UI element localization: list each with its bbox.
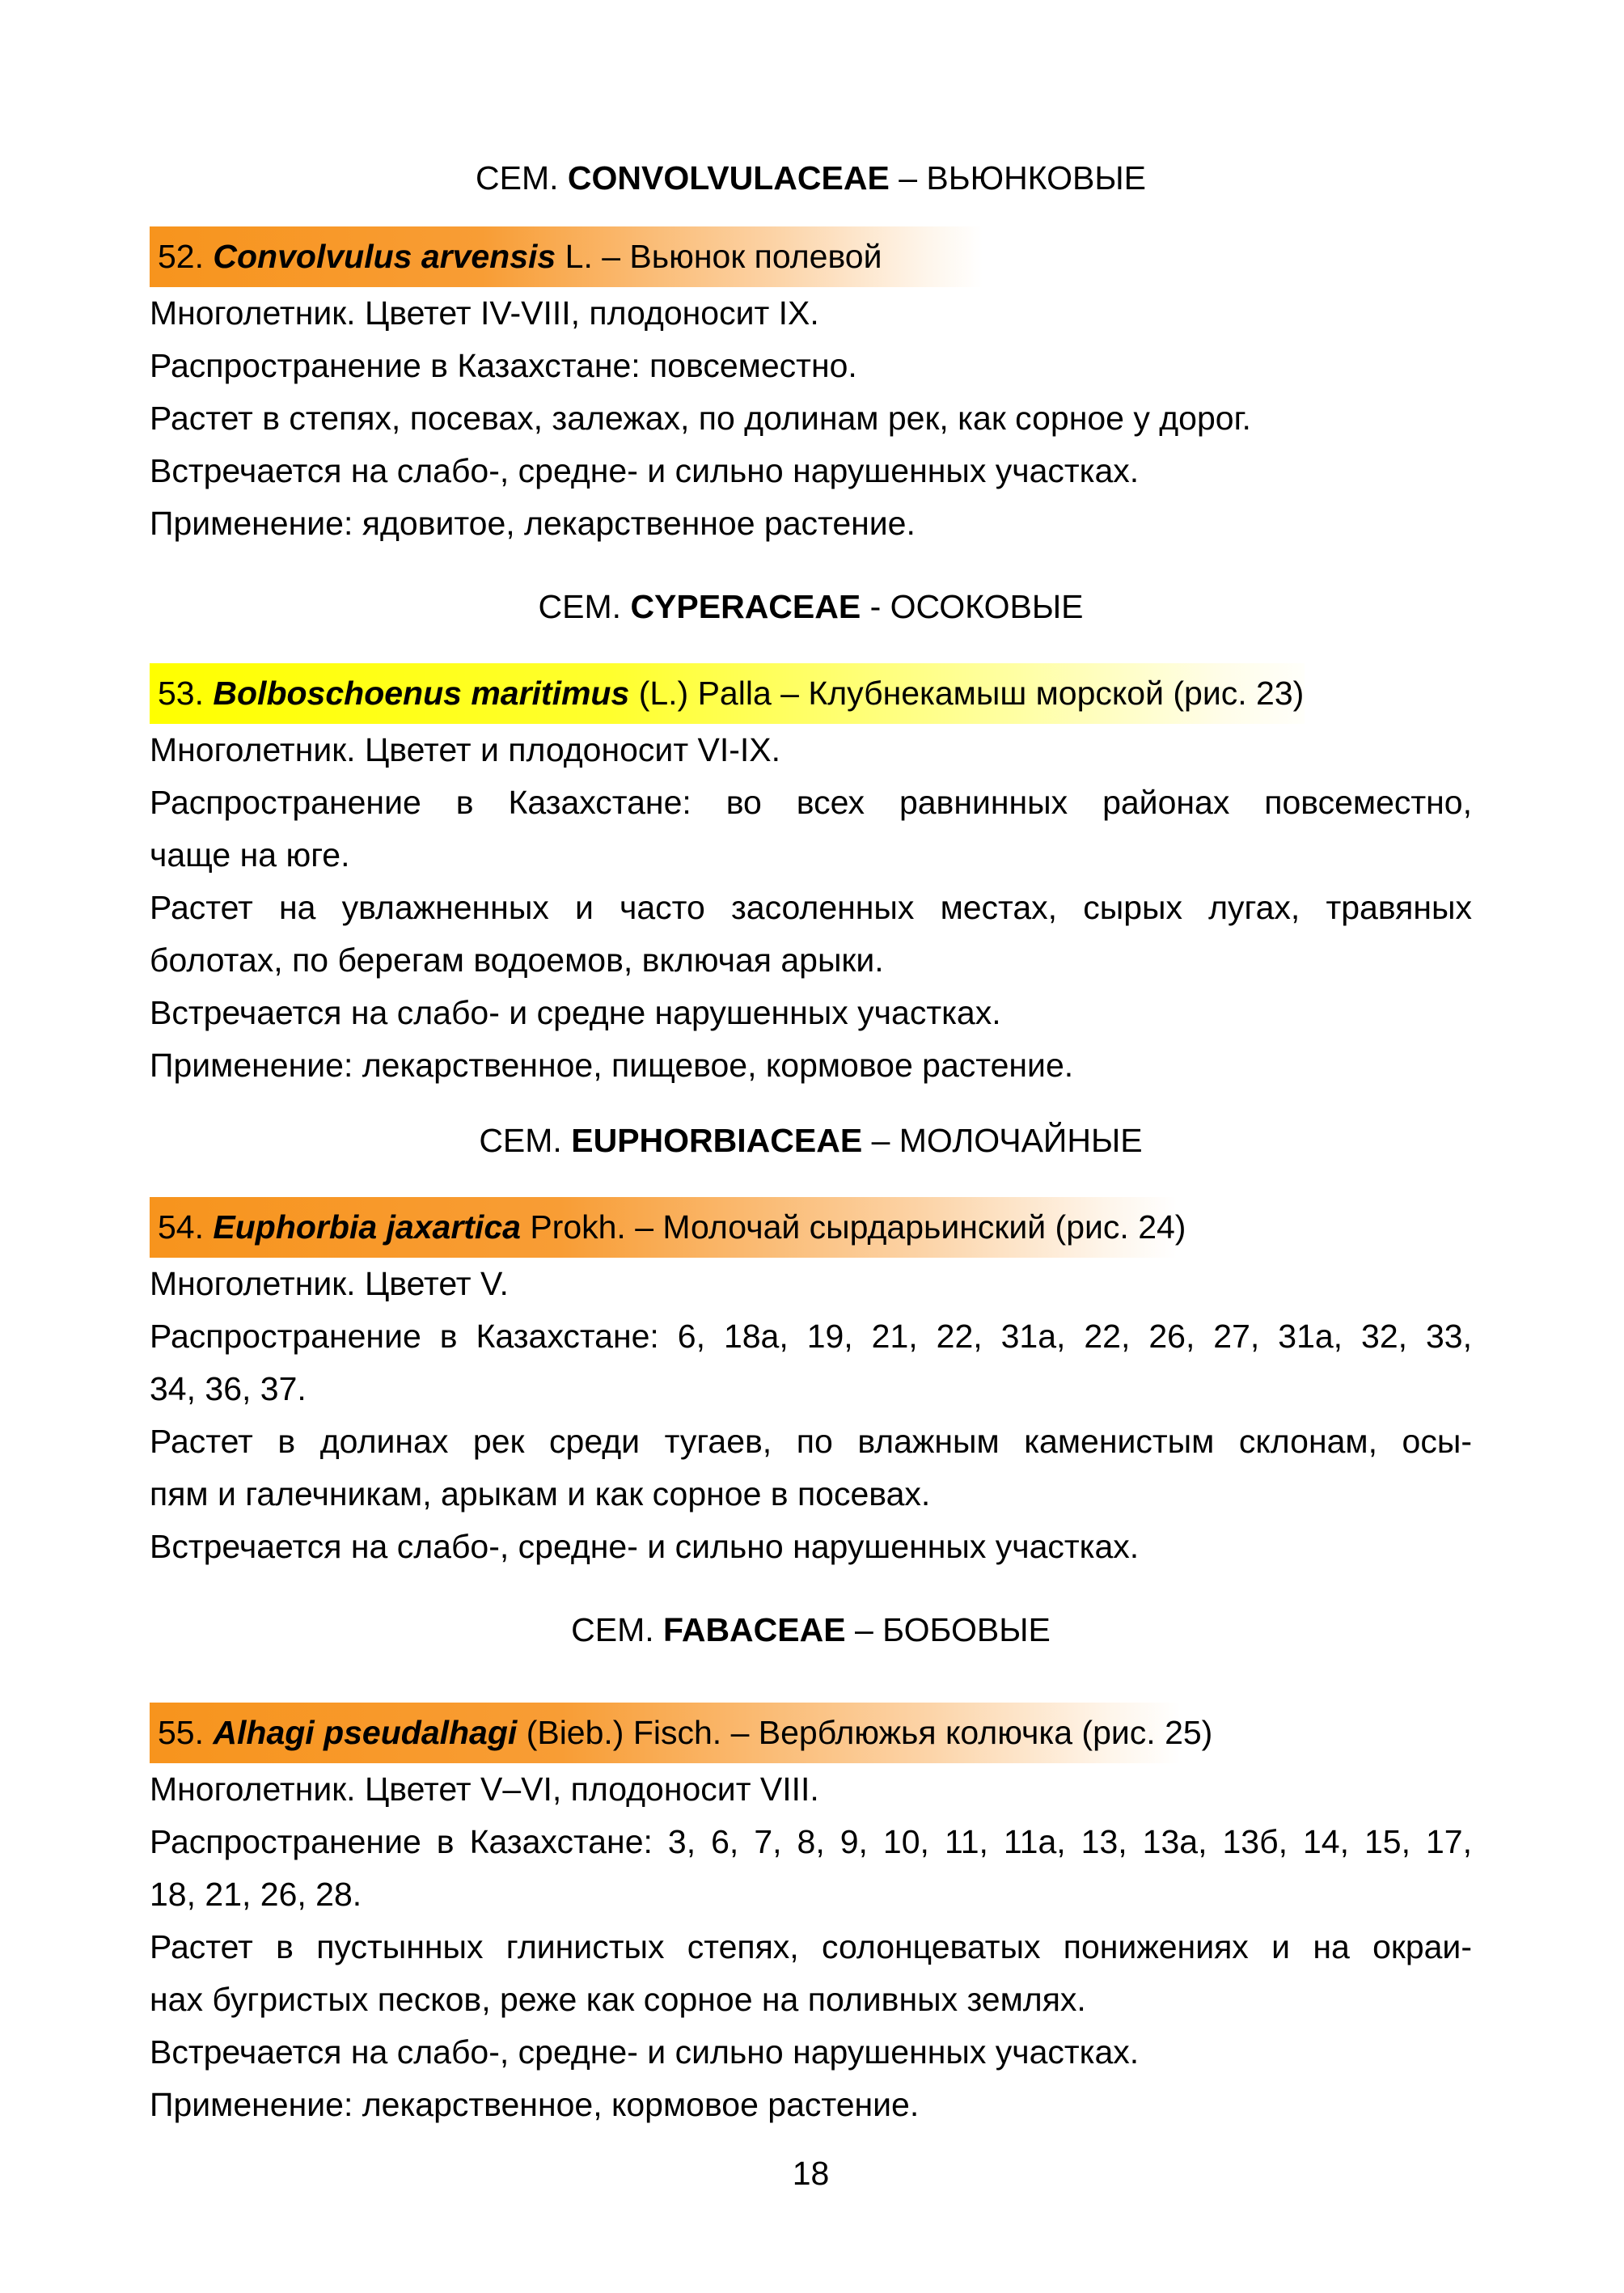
family-header-prefix: СЕМ. xyxy=(476,159,559,197)
family-header-suffix: – БОБОВЫЕ xyxy=(854,1611,1051,1648)
entry-paragraph: Многолетник. Цветет IV-VIII, плодоносит IX. xyxy=(150,294,819,332)
entry-paragraph: Многолетник. Цветет и плодоносит VI-IX. xyxy=(150,731,781,768)
family-header-suffix: – МОЛОЧАЙНЫЕ xyxy=(871,1122,1143,1159)
entry-paragraph: Применение: ядовитое, лекарственное растение. xyxy=(150,505,916,542)
entry-paragraph: Применение: лекарственное, пищевое, кормовое растение. xyxy=(150,1047,1074,1084)
entry-title-rest: Prokh. – Молочай сырдарьинский (рис. 24) xyxy=(530,1208,1186,1246)
species-entry-title-bar xyxy=(150,663,1305,724)
species-latin-name: Bolboschoenus maritimus xyxy=(213,675,630,712)
entry-paragraph: Встречается на слабо-, средне- и сильно нарушенных участках. xyxy=(150,452,1140,489)
species-latin-name: Euphorbia jaxartica xyxy=(213,1208,521,1246)
family-name-latin: EUPHORBIACEAE xyxy=(571,1122,863,1159)
family-header xyxy=(150,1604,1472,1656)
family-section-cyperaceae xyxy=(150,581,1472,1092)
family-header-prefix: СЕМ. xyxy=(538,588,622,625)
entry-body xyxy=(150,724,1472,1092)
family-section-fabaceae xyxy=(150,1604,1472,2131)
species-entry-title-bar xyxy=(150,1703,1213,1763)
entry-paragraph: Распространение в Казахстане: 3, 6, 7, 8, 9, 10, 11, 11а, 13, 13а, 13б, 14, 15, 17, 18, 21, 26, 28. xyxy=(150,1823,1472,1913)
species-entry-title-bar xyxy=(150,226,983,287)
family-name-latin: CONVOLVULACEAE xyxy=(567,159,890,197)
family-header xyxy=(150,152,1472,205)
entry-paragraph: Применение: лекарственное, кормовое растение. xyxy=(150,2086,920,2123)
species-entry-title-bar xyxy=(150,1197,1186,1258)
family-name-latin: CYPERACEAE xyxy=(630,588,861,625)
entry-title-rest: (Bieb.) Fisch. – Верблюжья колючка (рис. 25) xyxy=(526,1714,1213,1751)
species-latin-name: Convolvulus arvensis xyxy=(213,238,556,275)
family-header-prefix: СЕМ. xyxy=(571,1611,654,1648)
entry-number: 55. xyxy=(158,1714,204,1751)
entry-paragraph: Встречается на слабо-, средне- и сильно нарушенных участках. xyxy=(150,1528,1140,1565)
family-header xyxy=(150,1115,1472,1167)
entry-paragraph: Растет в степях, посевах, залежах, по долинам рек, как сорное у дорог. xyxy=(150,400,1251,437)
entry-title-rest: L. – Вьюнок полевой xyxy=(565,238,882,275)
entry-number: 52. xyxy=(158,238,204,275)
entry-paragraph: Встречается на слабо- и средне нарушенных участках. xyxy=(150,994,1001,1031)
entry-number: 53. xyxy=(158,675,204,712)
page-number: 18 xyxy=(792,2155,830,2192)
entry-paragraph: Распространение в Казахстане: 6, 18а, 19, 21, 22, 31а, 22, 26, 27, 31а, 32, 33, 34, 36, 37. xyxy=(150,1318,1472,1407)
species-latin-name: Alhagi pseudalhagi xyxy=(213,1714,518,1751)
entry-paragraph: Растет в долинах рек среди тугаев, по влажным каменистым склонам, осы- пям и галечникам, арыкам и как сорное в посевах. xyxy=(150,1423,1472,1512)
family-section-euphorbiaceae xyxy=(150,1115,1472,1573)
entry-paragraph: Многолетник. Цветет V. xyxy=(150,1265,509,1302)
entry-body xyxy=(150,1258,1472,1573)
entry-paragraph: Растет в пустынных глинистых степях, солонцеватых понижениях и на окраи- нах бугристых песков, реже как сорное на поливных землях. xyxy=(150,1928,1472,2018)
entry-paragraph: Распространение в Казахстане: повсеместно. xyxy=(150,347,857,384)
family-header-prefix: СЕМ. xyxy=(479,1122,562,1159)
family-name-latin: FABACEAE xyxy=(663,1611,846,1648)
entry-number: 54. xyxy=(158,1208,204,1246)
entry-paragraph: Встречается на слабо-, средне- и сильно нарушенных участках. xyxy=(150,2033,1140,2071)
family-header-suffix: – ВЬЮНКОВЫЕ xyxy=(899,159,1146,197)
entry-body xyxy=(150,1763,1472,2131)
family-header xyxy=(150,581,1472,633)
entry-paragraph: Растет на увлажненных и часто засоленных местах, сырых лугах, травяных болотах, по берегам водоемов, включая арыки. xyxy=(150,889,1472,979)
entry-paragraph: Распространение в Казахстане: во всех равнинных районах повсеместно, чаще на юге. xyxy=(150,784,1472,874)
family-header-suffix: - ОСОКОВЫЕ xyxy=(869,588,1084,625)
entry-paragraph: Многолетник. Цветет V–VI, плодоносит VIII. xyxy=(150,1771,819,1808)
entry-body xyxy=(150,287,1472,550)
entry-title-rest: (L.) Palla – Клубнекамыш морской (рис. 23) xyxy=(638,675,1305,712)
family-section-convolvulaceae xyxy=(150,152,1472,550)
